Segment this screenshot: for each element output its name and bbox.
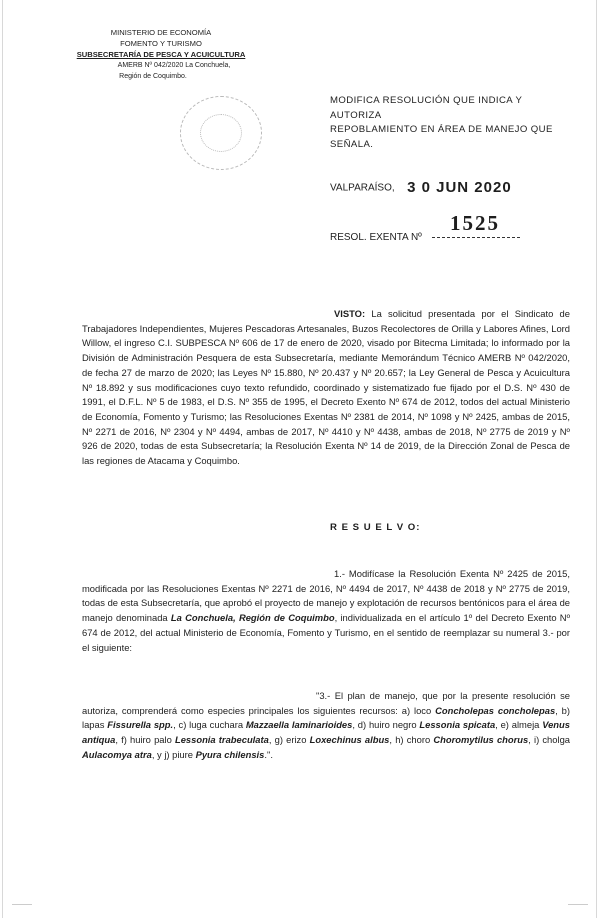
city-label: VALPARAÍSO,	[330, 182, 395, 194]
subsecretaria-line: SUBSECRETARÍA DE PESCA Y ACUICULTURA	[76, 50, 246, 59]
species-8: Choromytilus chorus	[433, 734, 529, 746]
resolution-block	[330, 211, 580, 243]
species-7: Loxechinus albus	[309, 734, 390, 746]
p2-text-b: , b) lapas	[82, 704, 570, 731]
scan-edge-right	[596, 0, 597, 918]
species-5: Venus antiqua	[82, 719, 570, 746]
title-line-2: REPOBLAMIENTO EN ÁREA DE MANEJO QUE	[330, 124, 553, 135]
scan-mark-bottom-left	[12, 904, 32, 905]
p1-text-a: 1.- Modifícase la Resolución Exenta Nº 2425 de 2015, modificada por las Resoluciones Exentas Nº 2271 de 2016, Nº 4494 de 2017, Nº 4438 de 2018 y Nº 2775 de 2019, todas de esta Subsecretaría, que aprobó el proyecto de manejo y explotación de recursos bentónicos para el área de manejo denominada	[82, 568, 570, 624]
seal-stamp-inner	[200, 114, 242, 152]
p2-text-j: , y j) piure	[151, 748, 196, 760]
title-line-1: MODIFICA RESOLUCIÓN QUE INDICA Y AUTORIZA	[330, 95, 523, 121]
resolution-number-line	[432, 237, 520, 238]
species-3: Mazzaella laminarioides	[245, 719, 353, 731]
p2-text-k: .".	[264, 748, 273, 760]
visto-paragraph	[82, 307, 570, 469]
p2-text-f: , f) huiro palo	[115, 734, 175, 746]
p2-text-a: "3.- El plan de manejo, que por la presente resolución se autoriza, comprenderá como especies principales los siguientes recursos: a) loco	[82, 690, 570, 716]
date-stamp: 3 0 JUN 2020	[407, 179, 512, 197]
visto-text: La solicitud presentada por el Sindicato de Trabajadores Independientes, Mujeres Pescadoras Artesanales, Buzos Recolectores de Orilla y Labores Afines, Lord Willow, el ingreso C.I. SUBPESCA Nº 606 de 17 de enero de 2020, visado por Bitecma Limitada; lo informado por la División de Administración Pesquera de esta Subsecretaría, mediante Memorándum Técnico AMERB Nº 042/2020, de fecha 27 de marzo de 2020; las Leyes Nº 15.880, Nº 20.437 y Nº 20.657; la Ley General de Pesca y Acuicultura Nº 18.892 y sus modificaciones cuyo texto refundido, coordinado y sistematizado fue fijado por el D.S. Nº 430 de 1991, el D.F.L. Nº 5 de 1983, el D.S. Nº 355 de 1995, el Decreto Exento Nº 674 de 2012, todos del actual Ministerio de Economía, Fomento y Turismo; las Resoluciones Exentas Nº 2381 de 2014, Nº 1098 y Nº 2425, ambas de 2015, Nº 2271 de 2016, Nº 2304 y Nº 4494, ambas de 2017, Nº 4410 y Nº 4438, ambas de 2018, Nº 2775 de 2019 y Nº 926 de 2020, todas de esta Subsecretaría; la Resolución Exenta Nº 14 de 2019, de la Dirección Zonal de Pesca de las regiones de Atacama y Coquimbo.	[82, 308, 570, 467]
title-line-3: SEÑALA.	[330, 138, 374, 150]
p2-text-g: , g) erizo	[268, 734, 310, 746]
p2-text-h: , h) choro	[389, 734, 434, 746]
scan-edge-left	[2, 0, 3, 918]
p2-text-i: , i) cholga	[528, 734, 571, 746]
place-date	[330, 179, 580, 197]
species-2: Fissurella spp.	[107, 719, 174, 731]
p2-text-d: , d) huiro negro	[352, 719, 420, 731]
species-4: Lessonia spicata	[419, 719, 496, 731]
species-6: Lessonia trabeculata	[174, 734, 269, 746]
ministry-subline: FOMENTO Y TURISMO	[120, 39, 202, 48]
region-line: Región de Coquimbo.	[119, 73, 187, 80]
resolution-number: 1525	[450, 211, 500, 235]
resuelvo-heading: R E S U E L V O:	[330, 522, 421, 533]
resuelvo-paragraph-1	[82, 567, 570, 655]
species-10: Pyura chilensis	[195, 748, 265, 760]
amerb-reference: AMERB Nº 042/2020 La Conchuela,	[117, 62, 231, 69]
resolution-label: RESOL. EXENTA Nº	[330, 232, 422, 243]
scan-mark-bottom-right	[568, 904, 588, 905]
p2-text-c: , c) luga cuchara	[173, 719, 246, 731]
ministry-line: MINISTERIO DE ECONOMÍA	[110, 28, 212, 37]
visto-label: VISTO:	[334, 308, 366, 319]
area-name: La Conchuela, Región de Coquimbo	[170, 612, 335, 624]
letterhead	[70, 27, 270, 82]
document-title	[330, 94, 570, 152]
species-1: Concholepas concholepas	[435, 704, 556, 716]
resuelvo-paragraph-2	[82, 689, 570, 763]
p1-text-b: , individualizada en el artículo 1º del Decreto Exento Nº 674 de 2012, del actual Ministerio de Economía, Fomento y Turismo, en el sentido de reemplazar su numeral 3.- por el siguiente:	[82, 612, 570, 653]
species-9: Aulacomya atra	[82, 748, 152, 760]
p2-text-e: , e) almeja	[495, 719, 543, 731]
